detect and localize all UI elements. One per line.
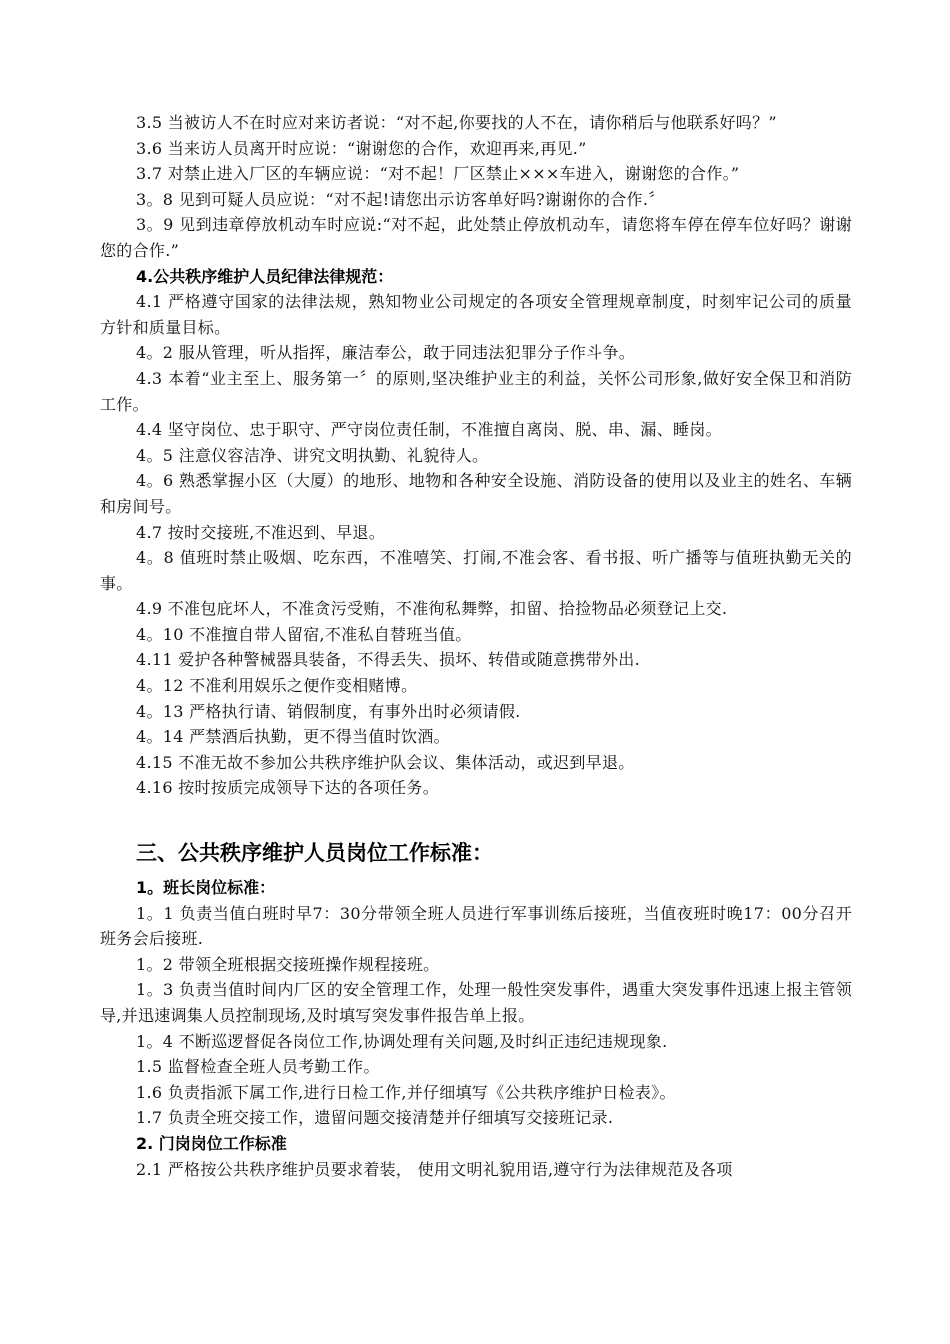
paragraph-3-9: 3。9 见到违章停放机动车时应说:“对不起，此处禁止停放机动车，请您将车停在停车位好吗？谢谢您的合作.” (100, 215, 852, 260)
paragraph-3-6: 3.6 当来访人员离开时应说：“谢谢您的合作，欢迎再来,再见.” (136, 138, 587, 158)
paragraph-3-5: 3.5 当被访人不在时应对来访者说：“对不起,你要找的人不在，请你稍后与他联系好吗？” (136, 113, 777, 132)
section-gap (100, 801, 852, 837)
paragraph-4-14: 4。14 严禁酒后执勤，更不得当值时饮酒。 (136, 727, 450, 747)
paragraph-4-2: 4。2 服从管理，听从指挥，廉洁奉公，敢于同违法犯罪分子作斗争。 (136, 343, 636, 363)
paragraph-1-1: 1。1 负责当值白班时早7：30分带领全班人员进行军事训练后接班，当值夜班时晚17：00分召开班务会后接班. (100, 903, 852, 949)
paragraph-3-8: 3。8 见到可疑人员应说：“对不起!请您出示访客单好吗?谢谢你的合作.〞 (136, 189, 665, 209)
paragraph-3-7: 3.7 对禁止进入厂区的车辆应说：“对不起！厂区禁止×××车进入，谢谢您的合作。” (136, 164, 740, 184)
paragraph-4-15: 4.15 不准无故不参加公共秩序维护队会议、集体活动，或迟到早退。 (136, 752, 635, 772)
paragraph-4-11: 4.11 爱护各种警械器具装备，不得丢失、损坏、转借或随意携带外出. (136, 650, 640, 670)
paragraph-1-6: 1.6 负责指派下属工作,进行日检工作,并仔细填写《公共秩序维护日检表》。 (136, 1082, 676, 1102)
paragraph-4-6: 4。6 熟悉掌握小区（大厦）的地形、地物和各种安全设施、消防设备的使用以及业主的姓名、车辆和房间号。 (100, 471, 852, 516)
paragraph-1-3: 1。3 负责当值时间内厂区的安全管理工作，处理一般性突发事件，遇重大突发事件迅速上报主管领导,并迅速调集人员控制现场,及时填写突发事件报告单上报。 (100, 980, 852, 1025)
paragraph-4-10: 4。10 不准擅自带人留宿,不准私自替班当值。 (136, 624, 472, 644)
paragraph-4-13: 4。13 严格执行请、销假制度，有事外出时必须请假. (136, 701, 521, 721)
heading-discipline: 4.公共秩序维护人员纪律法律规范： (136, 266, 394, 286)
paragraph-1-4: 1。4 不断巡逻督促各岗位工作,协调处理有关问题,及时纠正违纪违规现象. (136, 1031, 668, 1051)
paragraph-1-7: 1.7 负责全班交接工作，遗留问题交接清楚并仔细填写交接班记录. (136, 1108, 614, 1128)
paragraph-4-3: 4.3 本着“业主至上、服务第一〞的原则,坚决维护业主的利益，关怀公司形象,做好安全保卫和消防工作。 (100, 368, 852, 414)
paragraph-4-4: 4.4 坚守岗位、忠于职守、严守岗位责任制，不准擅自离岗、脱、串、漏、睡岗。 (136, 420, 722, 440)
heading-job-standards: 三、公共秩序维护人员岗位工作标准： (136, 841, 493, 866)
paragraph-4-1: 4.1 严格遵守国家的法律法规，熟知物业公司规定的各项安全管理规章制度，时刻牢记公司的质量方针和质量目标。 (100, 292, 852, 337)
paragraph-1-5: 1.5 监督检查全班人员考勤工作。 (136, 1057, 380, 1077)
paragraph-4-5: 4。5 注意仪容洁净、讲究文明执勤、礼貌待人。 (136, 445, 489, 465)
heading-gate-post: 2. 门岗岗位工作标准 (136, 1133, 287, 1153)
paragraph-4-12: 4。12 不准利用娱乐之便作变相赌博。 (136, 676, 418, 696)
paragraph-2-1: 2.1 严格按公共秩序维护员要求着装， 使用文明礼貌用语,遵守行为法律规范及各项 (136, 1159, 733, 1179)
heading-squad-leader: 1。班长岗位标准： (136, 878, 276, 898)
paragraph-4-7: 4.7 按时交接班,不准迟到、早退。 (136, 522, 386, 542)
paragraph-4-8: 4。8 值班时禁止吸烟、吃东西，不准嘻笑、打闹,不准会客、看书报、听广播等与值班执勤无关的事。 (100, 548, 852, 593)
document-body (100, 110, 852, 1182)
paragraph-4-9: 4.9 不准包庇坏人，不准贪污受贿，不准徇私舞弊，扣留、拾捡物品必须登记上交. (136, 599, 728, 619)
paragraph-4-16: 4.16 按时按质完成领导下达的各项任务。 (136, 778, 440, 798)
paragraph-1-2: 1。2 带领全班根据交接班操作规程接班。 (136, 954, 440, 974)
